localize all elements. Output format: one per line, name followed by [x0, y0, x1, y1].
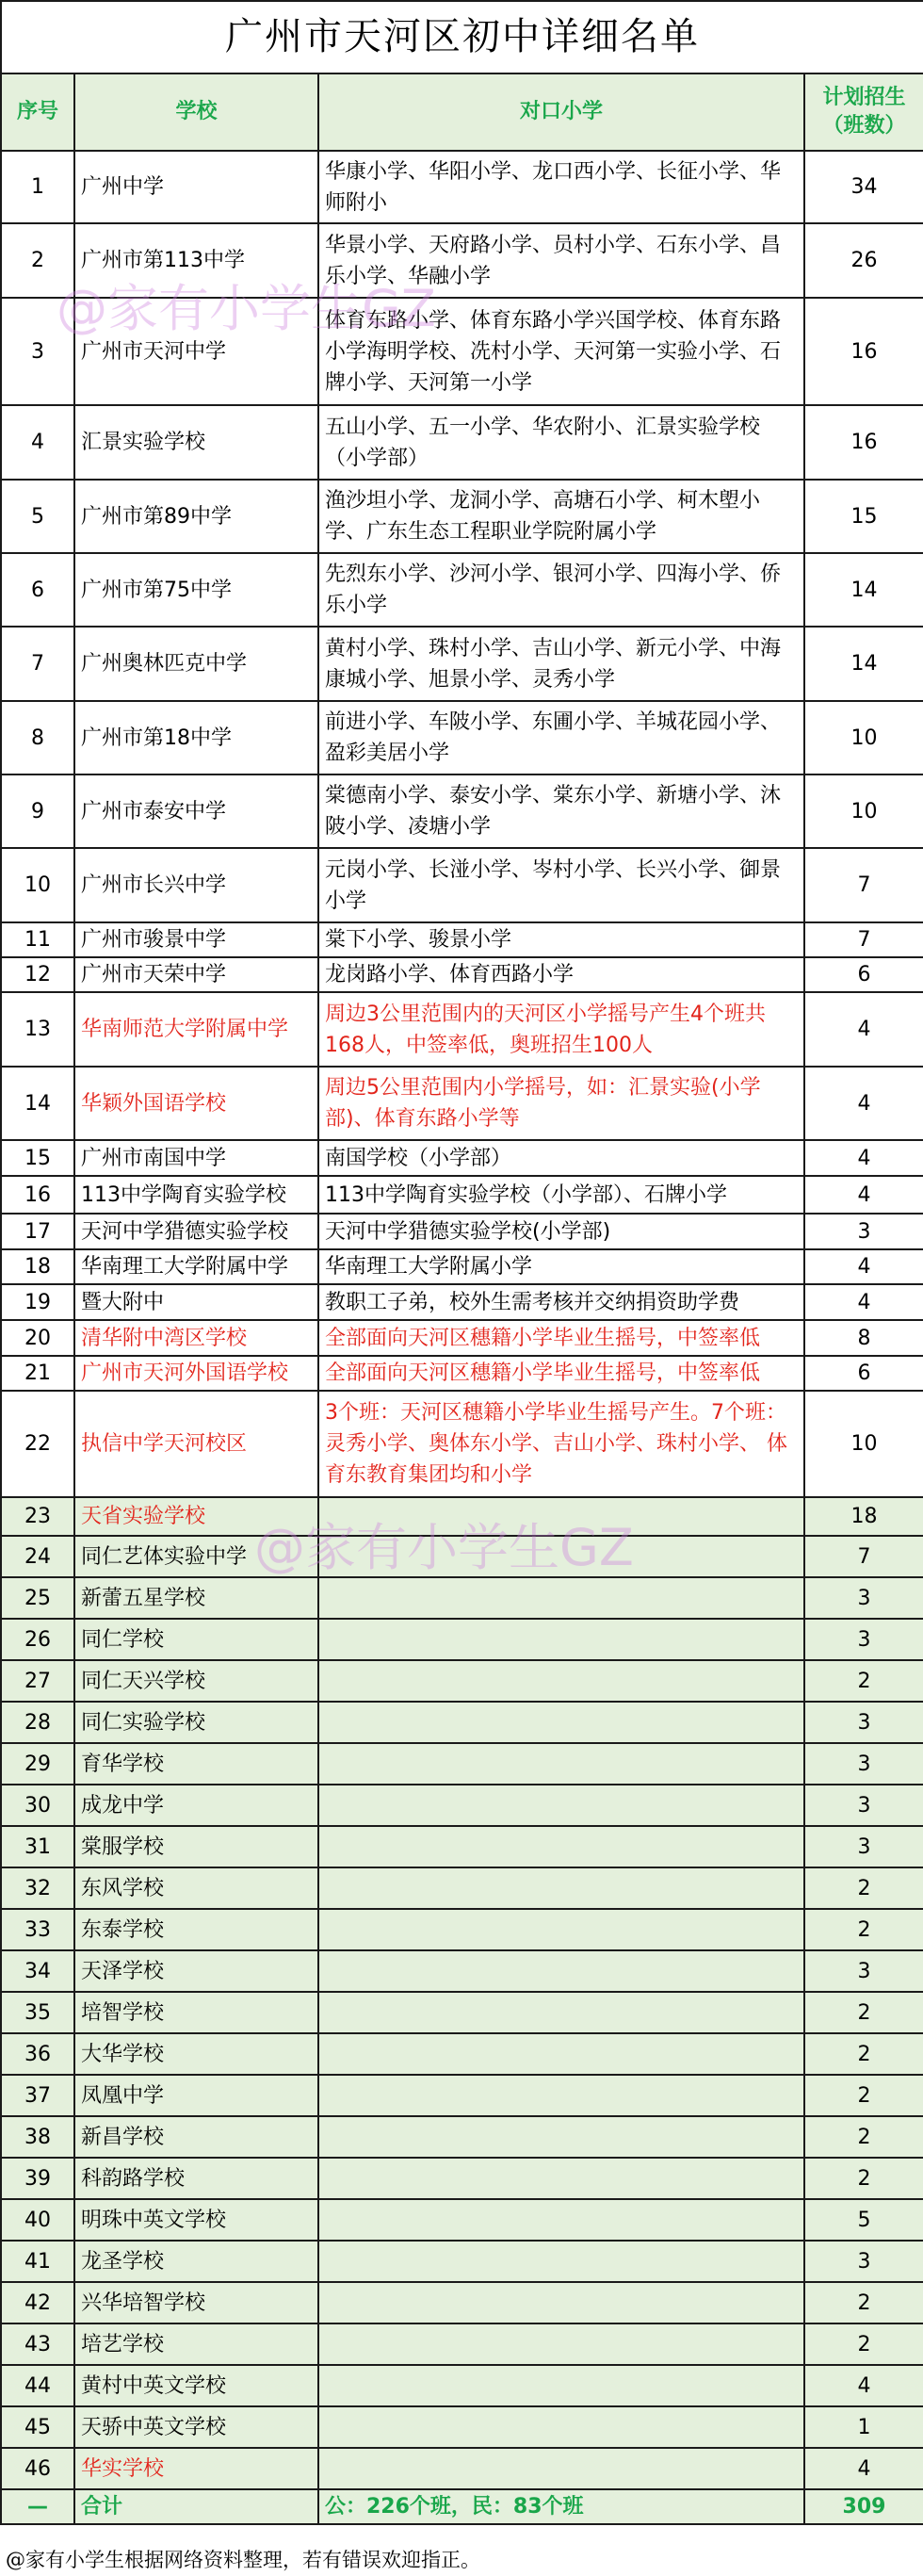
row-num: 21 [1, 1356, 74, 1391]
table-row [1, 1536, 923, 1577]
table-row [1, 848, 923, 922]
row-primary [318, 1577, 804, 1619]
row-count: 2 [804, 2116, 923, 2158]
row-num: 15 [1, 1140, 74, 1176]
row-num: 13 [1, 992, 74, 1067]
table-row [1, 2282, 923, 2323]
table-row [1, 1785, 923, 1826]
row-count: 3 [804, 1619, 923, 1660]
row-school: 广州市第18中学 [74, 701, 318, 774]
row-primary [318, 1619, 804, 1660]
table-row [1, 2323, 923, 2365]
table-row [1, 1176, 923, 1214]
row-primary [318, 2033, 804, 2075]
table-row [1, 2406, 923, 2448]
row-num: 23 [1, 1497, 74, 1536]
row-school: 广州市天河中学 [74, 298, 318, 405]
row-school: 清华附中湾区学校 [74, 1320, 318, 1356]
row-count: 8 [804, 1320, 923, 1356]
page-title: 广州市天河区初中详细名单 [1, 1, 923, 73]
footer-note: @家有小学生根据网络资料整理，若有错误欢迎指正。 [0, 2544, 923, 2576]
row-school: 广州市长兴中学 [74, 848, 318, 922]
row-count: 6 [804, 957, 923, 992]
table-row [1, 1356, 923, 1391]
row-count: 4 [804, 1284, 923, 1320]
table-row [1, 1067, 923, 1140]
table-row [1, 2033, 923, 2075]
row-primary: 黄村小学、珠村小学、吉山小学、新元小学、中海康城小学、旭景小学、灵秀小学 [318, 627, 804, 701]
row-count: 4 [804, 2448, 923, 2489]
row-school: 同仁实验学校 [74, 1702, 318, 1743]
row-school: 暨大附中 [74, 1284, 318, 1320]
table-row [1, 1702, 923, 1743]
row-school: 成龙中学 [74, 1785, 318, 1826]
row-num: 30 [1, 1785, 74, 1826]
row-primary: 3个班：天河区穗籍小学毕业生摇号产生。7个班：灵秀小学、奥体东小学、吉山小学、珠村小学、 体育东教育集团均和小学 [318, 1391, 804, 1497]
watermark-middle: @家有小学生GZ [254, 1518, 634, 1577]
row-school: 凤凰中学 [74, 2075, 318, 2116]
row-count: 10 [804, 1391, 923, 1497]
table-row [1, 298, 923, 405]
row-count: 16 [804, 405, 923, 480]
header-school: 学校 [74, 73, 318, 151]
row-primary [318, 1785, 804, 1826]
row-count: 3 [804, 1702, 923, 1743]
row-num: 46 [1, 2448, 74, 2489]
row-num: 10 [1, 848, 74, 922]
row-count: 3 [804, 1214, 923, 1249]
row-count: 34 [804, 151, 923, 223]
total-count: 309 [804, 2489, 923, 2524]
row-school: 广州市第75中学 [74, 553, 318, 627]
row-primary [318, 2116, 804, 2158]
row-school: 新蕾五星学校 [74, 1577, 318, 1619]
row-primary: 渔沙坦小学、龙洞小学、高塘石小学、柯木塱小学、广东生态工程职业学院附属小学 [318, 480, 804, 553]
row-count: 10 [804, 774, 923, 848]
header-num: 序号 [1, 73, 74, 151]
row-primary [318, 1992, 804, 2033]
row-school: 明珠中英文学校 [74, 2199, 318, 2241]
row-num: 24 [1, 1536, 74, 1577]
table-row [1, 223, 923, 298]
table-row [1, 151, 923, 223]
row-count: 10 [804, 701, 923, 774]
table-row [1, 1743, 923, 1785]
table-row [1, 553, 923, 627]
row-school: 执信中学天河校区 [74, 1391, 318, 1497]
header-primary: 对口小学 [318, 73, 804, 151]
row-school: 东泰学校 [74, 1909, 318, 1950]
row-primary: 体育东路小学、体育东路小学兴国学校、体育东路小学海明学校、冼村小学、天河第一实验小学、石牌小学、天河第一小学 [318, 298, 804, 405]
row-num: 7 [1, 627, 74, 701]
row-school: 黄村中英文学校 [74, 2365, 318, 2406]
table-row [1, 480, 923, 553]
row-primary [318, 1497, 804, 1536]
total-summary: 公：226个班，民：83个班 [318, 2489, 804, 2524]
table-row [1, 1249, 923, 1284]
row-num: 22 [1, 1391, 74, 1497]
row-primary: 南国学校（小学部） [318, 1140, 804, 1176]
row-count: 6 [804, 1356, 923, 1391]
table-row [1, 2365, 923, 2406]
row-school: 广州奥林匹克中学 [74, 627, 318, 701]
row-primary: 华景小学、天府路小学、员村小学、石东小学、昌乐小学、华融小学 [318, 223, 804, 298]
row-num: 9 [1, 774, 74, 848]
row-school: 同仁学校 [74, 1619, 318, 1660]
row-school: 天骄中英文学校 [74, 2406, 318, 2448]
row-count: 7 [804, 848, 923, 922]
row-school: 113中学陶育实验学校 [74, 1176, 318, 1214]
table-row [1, 1950, 923, 1992]
row-school: 天河中学猎德实验学校 [74, 1214, 318, 1249]
table-row [1, 1284, 923, 1320]
row-school: 棠服学校 [74, 1826, 318, 1867]
row-school: 华南师范大学附属中学 [74, 992, 318, 1067]
table-row [1, 2116, 923, 2158]
row-school: 华实学校 [74, 2448, 318, 2489]
row-primary: 棠下小学、骏景小学 [318, 922, 804, 957]
table-row [1, 1214, 923, 1249]
row-primary: 元岗小学、长湴小学、岑村小学、长兴小学、御景小学 [318, 848, 804, 922]
row-school: 华南理工大学附属中学 [74, 1249, 318, 1284]
table-row [1, 2448, 923, 2489]
row-school: 广州市天河外国语学校 [74, 1356, 318, 1391]
row-count: 2 [804, 2033, 923, 2075]
watermark-top: @家有小学生GZ [57, 279, 436, 338]
row-num: 45 [1, 2406, 74, 2448]
row-count: 2 [804, 1660, 923, 1702]
row-num: 31 [1, 1826, 74, 1867]
row-num: 28 [1, 1702, 74, 1743]
row-primary: 天河中学猎德实验学校(小学部) [318, 1214, 804, 1249]
row-num: 8 [1, 701, 74, 774]
row-num: 18 [1, 1249, 74, 1284]
total-row [1, 2489, 923, 2524]
table-row [1, 1391, 923, 1497]
table-row [1, 701, 923, 774]
row-num: 27 [1, 1660, 74, 1702]
row-primary [318, 1909, 804, 1950]
row-school: 大华学校 [74, 2033, 318, 2075]
row-num: 34 [1, 1950, 74, 1992]
row-school: 华颖外国语学校 [74, 1067, 318, 1140]
row-primary [318, 2199, 804, 2241]
row-school: 兴华培智学校 [74, 2282, 318, 2323]
row-school: 广州中学 [74, 151, 318, 223]
row-school: 同仁艺体实验中学 [74, 1536, 318, 1577]
row-primary [318, 2241, 804, 2282]
row-school: 天泽学校 [74, 1950, 318, 1992]
table-row [1, 1909, 923, 1950]
row-count: 2 [804, 2323, 923, 2365]
row-count: 4 [804, 1140, 923, 1176]
row-num: 3 [1, 298, 74, 405]
row-primary: 华南理工大学附属小学 [318, 1249, 804, 1284]
row-num: 12 [1, 957, 74, 992]
row-count: 3 [804, 1950, 923, 1992]
row-primary: 全部面向天河区穗籍小学毕业生摇号，中签率低 [318, 1320, 804, 1356]
row-primary [318, 2158, 804, 2199]
row-count: 2 [804, 2158, 923, 2199]
row-primary: 五山小学、五一小学、华农附小、汇景实验学校（小学部） [318, 405, 804, 480]
row-num: 41 [1, 2241, 74, 2282]
table-row [1, 1619, 923, 1660]
row-count: 4 [804, 1249, 923, 1284]
row-school: 同仁天兴学校 [74, 1660, 318, 1702]
table-row [1, 1867, 923, 1909]
row-primary [318, 2448, 804, 2489]
row-primary [318, 1743, 804, 1785]
row-num: 42 [1, 2282, 74, 2323]
row-primary: 华康小学、华阳小学、龙口西小学、长征小学、华师附小 [318, 151, 804, 223]
row-primary: 113中学陶育实验学校（小学部）、石牌小学 [318, 1176, 804, 1214]
row-school: 东风学校 [74, 1867, 318, 1909]
row-school: 汇景实验学校 [74, 405, 318, 480]
row-num: 35 [1, 1992, 74, 2033]
row-count: 2 [804, 1867, 923, 1909]
row-num: 6 [1, 553, 74, 627]
row-count: 5 [804, 2199, 923, 2241]
row-count: 7 [804, 922, 923, 957]
row-count: 14 [804, 553, 923, 627]
row-num: 11 [1, 922, 74, 957]
row-primary [318, 2075, 804, 2116]
row-num: 17 [1, 1214, 74, 1249]
table-row [1, 922, 923, 957]
table-row [1, 774, 923, 848]
table-row [1, 957, 923, 992]
row-school: 广州市南国中学 [74, 1140, 318, 1176]
row-school: 龙圣学校 [74, 2241, 318, 2282]
row-num: 25 [1, 1577, 74, 1619]
row-primary: 周边5公里范围内小学摇号，如：汇景实验(小学部)、体育东路小学等 [318, 1067, 804, 1140]
row-num: 26 [1, 1619, 74, 1660]
row-primary: 先烈东小学、沙河小学、银河小学、四海小学、侨乐小学 [318, 553, 804, 627]
row-num: 33 [1, 1909, 74, 1950]
row-count: 16 [804, 298, 923, 405]
row-count: 4 [804, 1067, 923, 1140]
row-num: 32 [1, 1867, 74, 1909]
row-count: 4 [804, 1176, 923, 1214]
row-school: 广州市骏景中学 [74, 922, 318, 957]
header-row [1, 73, 923, 151]
row-num: 1 [1, 151, 74, 223]
row-primary: 教职工子弟，校外生需考核并交纳捐资助学费 [318, 1284, 804, 1320]
row-count: 2 [804, 1909, 923, 1950]
table-row [1, 1660, 923, 1702]
total-label: 合计 [74, 2489, 318, 2524]
row-count: 3 [804, 1577, 923, 1619]
row-primary [318, 1702, 804, 1743]
row-primary [318, 2406, 804, 2448]
row-num: 39 [1, 2158, 74, 2199]
row-primary [318, 1826, 804, 1867]
row-count: 15 [804, 480, 923, 553]
row-num: 38 [1, 2116, 74, 2158]
row-primary: 全部面向天河区穗籍小学毕业生摇号，中签率低 [318, 1356, 804, 1391]
table-row [1, 1320, 923, 1356]
table-row [1, 1497, 923, 1536]
row-count: 3 [804, 1826, 923, 1867]
row-num: 2 [1, 223, 74, 298]
total-num: — [1, 2489, 74, 2524]
row-primary: 棠德南小学、泰安小学、棠东小学、新塘小学、沐陂小学、凌塘小学 [318, 774, 804, 848]
row-primary [318, 1536, 804, 1577]
row-num: 43 [1, 2323, 74, 2365]
row-count: 3 [804, 2241, 923, 2282]
row-primary [318, 2282, 804, 2323]
row-school: 天省实验学校 [74, 1497, 318, 1536]
row-school: 科韵路学校 [74, 2158, 318, 2199]
row-school: 广州市天荣中学 [74, 957, 318, 992]
row-school: 育华学校 [74, 1743, 318, 1785]
table-row [1, 992, 923, 1067]
table-row [1, 2199, 923, 2241]
row-count: 2 [804, 2282, 923, 2323]
row-count: 4 [804, 2365, 923, 2406]
row-num: 19 [1, 1284, 74, 1320]
table-row [1, 627, 923, 701]
table-row [1, 1140, 923, 1176]
row-count: 1 [804, 2406, 923, 2448]
row-num: 14 [1, 1067, 74, 1140]
row-num: 36 [1, 2033, 74, 2075]
row-count: 4 [804, 992, 923, 1067]
row-count: 7 [804, 1536, 923, 1577]
row-primary [318, 1950, 804, 1992]
row-school: 新昌学校 [74, 2116, 318, 2158]
row-num: 5 [1, 480, 74, 553]
row-num: 4 [1, 405, 74, 480]
row-count: 2 [804, 1992, 923, 2033]
row-num: 44 [1, 2365, 74, 2406]
table-row [1, 2075, 923, 2116]
table-row [1, 1577, 923, 1619]
row-school: 广州市第113中学 [74, 223, 318, 298]
row-num: 40 [1, 2199, 74, 2241]
table-row [1, 2158, 923, 2199]
header-plan: 计划招生（班数） [804, 73, 923, 151]
row-primary: 周边3公里范围内的天河区小学摇号产生4个班共168人，中签率低，奥班招生100人 [318, 992, 804, 1067]
row-count: 3 [804, 1743, 923, 1785]
row-count: 3 [804, 1785, 923, 1826]
row-school: 广州市泰安中学 [74, 774, 318, 848]
row-count: 18 [804, 1497, 923, 1536]
row-primary: 前进小学、车陂小学、东圃小学、羊城花园小学、盈彩美居小学 [318, 701, 804, 774]
row-school: 培艺学校 [74, 2323, 318, 2365]
row-count: 14 [804, 627, 923, 701]
row-primary [318, 2323, 804, 2365]
row-primary [318, 1660, 804, 1702]
table-row [1, 405, 923, 480]
row-count: 26 [804, 223, 923, 298]
row-school: 培智学校 [74, 1992, 318, 2033]
row-primary [318, 2365, 804, 2406]
row-num: 37 [1, 2075, 74, 2116]
table-row [1, 1826, 923, 1867]
row-num: 29 [1, 1743, 74, 1785]
row-primary [318, 1867, 804, 1909]
row-num: 16 [1, 1176, 74, 1214]
table-row [1, 1992, 923, 2033]
row-num: 20 [1, 1320, 74, 1356]
table-row [1, 2241, 923, 2282]
row-count: 2 [804, 2075, 923, 2116]
row-school: 广州市第89中学 [74, 480, 318, 553]
row-primary: 龙岗路小学、体育西路小学 [318, 957, 804, 992]
